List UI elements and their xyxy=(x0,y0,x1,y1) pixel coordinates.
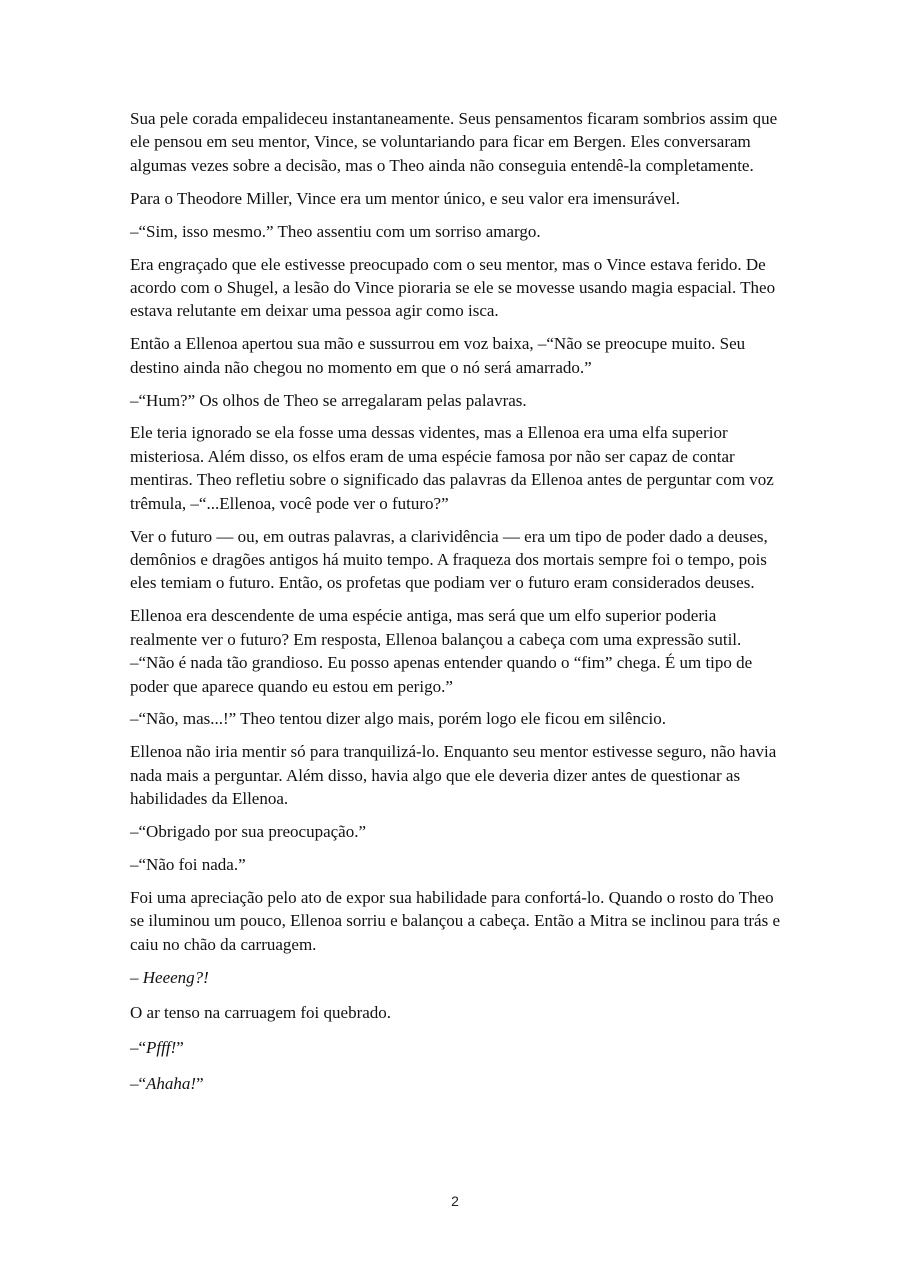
dialogue-italic-text: Heeeng?! xyxy=(142,967,209,987)
paragraph: Foi uma apreciação pelo ato de expor sua habilidade para confortá-lo. Quando o rosto do Theo se iluminou um pouco, Ellenoa sorriu e balançou a cabeça. Então a Mitra se inclinou para trás e caiu no chão da carruagem. xyxy=(130,887,781,954)
paragraph: Então a Ellenoa apertou sua mão e sussurrou em voz baixa, –“Não se preocupe muito. Seu destino ainda não chegou no momento em que o nó será amarrado.” xyxy=(130,334,746,377)
dialogue-italic-text: Pfff! xyxy=(146,1038,177,1058)
paragraph: Ellenoa não iria mentir só para tranquilizá-lo. Enquanto seu mentor estivesse seguro, não havia nada mais a perguntar. Além disso, havia algo que ele deveria dizer antes de questionar as habilidades da Ellenoa. xyxy=(130,742,777,809)
paragraph: Sua pele corada empalideceu instantaneamente. Seus pensamentos ficaram sombrios assim que ele pensou em seu mentor, Vince, se voluntariando para ficar em Bergen. Eles conversaram algumas vezes sobre a decisão, mas o Theo ainda não conseguia entendê-la completamente. xyxy=(130,109,778,175)
dialogue-italic-text: Ahaha! xyxy=(146,1073,197,1093)
paragraph: –“Não, mas...!” Theo tentou dizer algo mais, porém logo ele ficou em silêncio. xyxy=(130,709,666,729)
paragraph: O ar tenso na carruagem foi quebrado. xyxy=(130,1003,392,1022)
dialogue-line-ahaha xyxy=(130,1072,782,1095)
paragraph: –“Obrigado por sua preocupação.” xyxy=(130,822,367,842)
page-body xyxy=(130,107,782,1105)
page-number: 2 xyxy=(451,1193,459,1209)
dialogue-suffix: ” xyxy=(196,1073,204,1093)
paragraph: Ellenoa era descendente de uma espécie antiga, mas será que um elfo superior poderia realmente ver o futuro? Em resposta, Ellenoa balançou a cabeça com uma expressão sutil. –“Não é nada tão grandioso. Eu posso apenas entender quando o “fim” chega. É um tipo de poder que aparece quando eu estou em perigo.” xyxy=(130,606,753,696)
dialogue-line-pfff xyxy=(130,1036,782,1059)
dialogue-line-heeeng xyxy=(130,966,782,989)
dialogue-prefix: –“ xyxy=(130,1038,147,1058)
dialogue-prefix: –“ xyxy=(130,1073,147,1093)
paragraph: –“Hum?” Os olhos de Theo se arregalaram pelas palavras. xyxy=(130,390,527,410)
paragraph: –“Sim, isso mesmo.” Theo assentiu com um sorriso amargo. xyxy=(130,221,541,241)
dialogue-suffix: ” xyxy=(176,1038,184,1058)
paragraph: –“Não foi nada.” xyxy=(130,854,246,874)
paragraph: Ver o futuro — ou, em outras palavras, a clarividência — era um tipo de poder dado a deuses, demônios e dragões antigos há muito tempo. A fraqueza dos mortais sempre foi o tempo, pois eles temiam o futuro. Então, os profetas que podiam ver o futuro eram considerados deuses. xyxy=(130,526,768,593)
paragraph: Era engraçado que ele estivesse preocupado com o seu mentor, mas o Vince estava ferido. De acordo com o Shugel, a lesão do Vince pioraria se ele se movesse usando magia espacial. Theo estava relutante em deixar uma pessoa agir como isca. xyxy=(130,254,776,321)
paragraph: Para o Theodore Miller, Vince era um mentor único, e seu valor era imensurável. xyxy=(130,188,680,208)
dialogue-prefix: – xyxy=(130,967,143,987)
paragraph: Ele teria ignorado se ela fosse uma dessas videntes, mas a Ellenoa era uma elfa superior misteriosa. Além disso, os elfos eram de uma espécie famosa por não ser capaz de contar mentiras. Theo refletiu sobre o significado das palavras da Ellenoa antes de perguntar com voz trêmula, –“...Ellenoa, você pode ver o futuro?” xyxy=(130,423,774,513)
